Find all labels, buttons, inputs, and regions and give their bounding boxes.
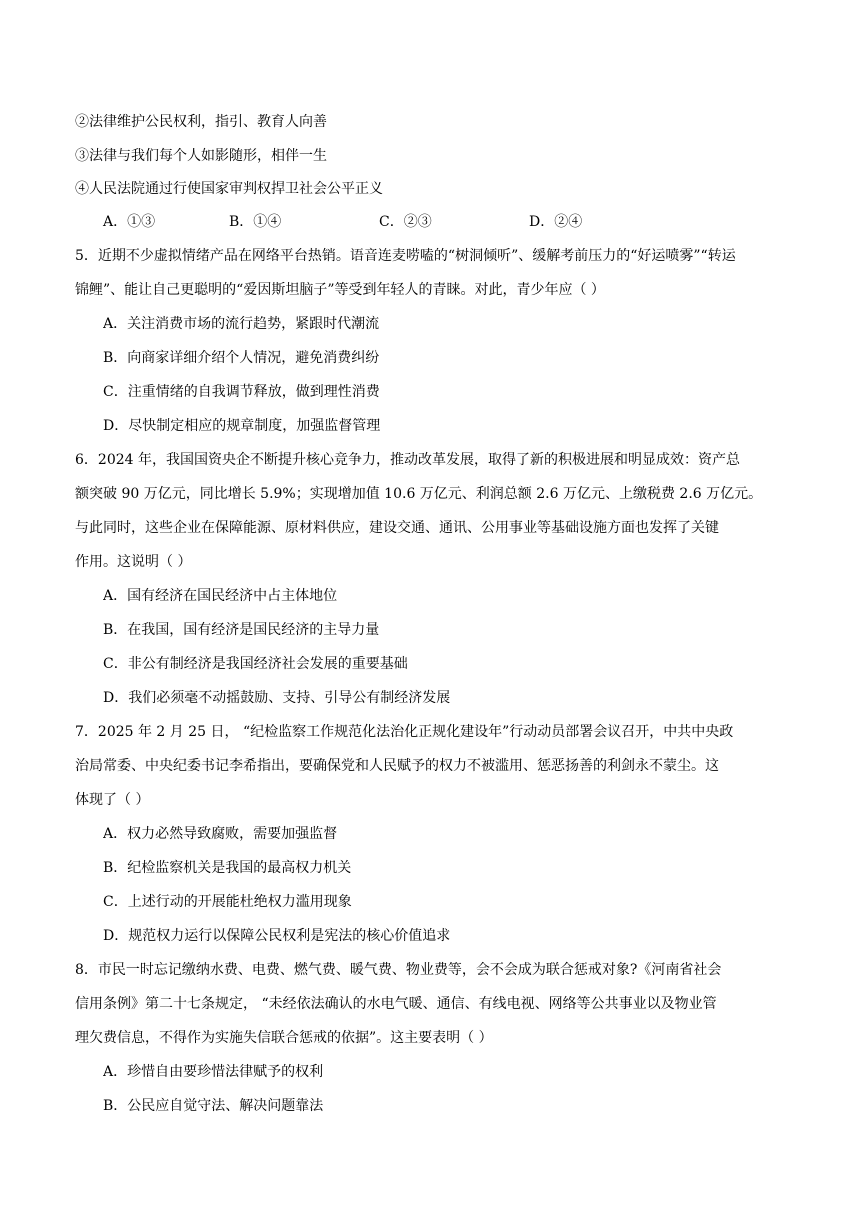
q7-option-d: D．规范权力运行以保障公民权利是宪法的核心价值追求: [103, 928, 451, 944]
q7-option-c: C．上述行动的开展能杜绝权力滥用现象: [103, 894, 352, 910]
q6-stem-line-4: 作用。这说明（ ）: [75, 554, 192, 570]
q4-option-b: B．①④: [229, 214, 282, 230]
q8-stem-line-3: 理欠费信息，不得作为实施失信联合惩戒的依据”。这主要表明（ ）: [75, 1030, 493, 1046]
q6-option-b: B．在我国，国有经济是国民经济的主导力量: [103, 622, 380, 638]
q5-stem-line-2: 锦鲤”、能让自己更聪明的“爱因斯坦脑子”等受到年轻人的青睐。对此，青少年应（ ）: [75, 282, 605, 298]
q6-option-d: D．我们必须毫不动摇鼓励、支持、引导公有制经济发展: [103, 690, 451, 706]
q5-option-a: A．关注消费市场的流行趋势，紧跟时代潮流: [103, 316, 380, 332]
q8-option-b: B．公民应自觉守法、解决问题靠法: [103, 1098, 324, 1114]
q7-stem-line-3: 体现了（ ）: [75, 792, 150, 808]
q7-option-b: B．纪检监察机关是我国的最高权力机关: [103, 860, 352, 876]
q7-stem-line-2: 治局常委、中央纪委书记李希指出，要确保党和人民赋予的权力不被滥用、惩恶扬善的利剑永不蒙尘。这: [75, 758, 719, 774]
q4-options: [103, 212, 787, 232]
q7-stem-line-1: 7．2025 年 2 月 25 日， “纪检监察工作规范化法治化正规化建设年”行动动员部署会议召开，中共中央政: [75, 724, 734, 740]
item-2: ②法律维护公民权利，指引、教育人向善: [75, 114, 327, 130]
q7-option-a: A．权力必然导致腐败，需要加强监督: [103, 826, 338, 842]
q6-stem-line-1: 6．2024 年，我国国资央企不断提升核心竞争力，推动改革发展，取得了新的积极进展和明显成效：资产总: [75, 452, 740, 468]
q8-stem-line-2: 信用条例》第二十七条规定， “未经依法确认的水电气暖、通信、有线电视、网络等公共事业以及物业管: [75, 996, 717, 1012]
q8-stem-line-1: 8．市民一时忘记缴纳水费、电费、燃气费、暖气费、物业费等，会不会成为联合惩戒对象?《河南省社会: [75, 962, 722, 978]
q6-stem-line-2: 额突破 90 万亿元，同比增长 5.9%；实现增加值 10.6 万亿元、利润总额 2.6 万亿元、上缴税费 2.6 万亿元。: [75, 486, 763, 502]
q8-option-a: A．珍惜自由要珍惜法律赋予的权利: [103, 1064, 324, 1080]
q5-option-d: D．尽快制定相应的规章制度，加强监督管理: [103, 418, 381, 434]
q4-option-c: C．②③: [379, 214, 432, 230]
q4-option-a: A．①③: [103, 214, 156, 230]
item-3: ③法律与我们每个人如影随形，相伴一生: [75, 148, 327, 164]
q6-option-c: C．非公有制经济是我国经济社会发展的重要基础: [103, 656, 408, 672]
q5-option-b: B．向商家详细介绍个人情况，避免消费纠纷: [103, 350, 380, 366]
q5-option-c: C．注重情绪的自我调节释放，做到理性消费: [103, 384, 380, 400]
q4-option-d: D．②④: [529, 214, 583, 230]
q6-option-a: A．国有经济在国民经济中占主体地位: [103, 588, 338, 604]
item-4: ④人民法院通过行使国家审判权捍卫社会公平正义: [75, 181, 383, 197]
q5-stem-line-1: 5．近期不少虚拟情绪产品在网络平台热销。语音连麦唠嗑的“树洞倾听”、缓解考前压力的“好运喷雾”“转运: [75, 248, 736, 264]
q6-stem-line-3: 与此同时，这些企业在保障能源、原材料供应，建设交通、通讯、公用事业等基础设施方面也发挥了关键: [75, 520, 719, 536]
